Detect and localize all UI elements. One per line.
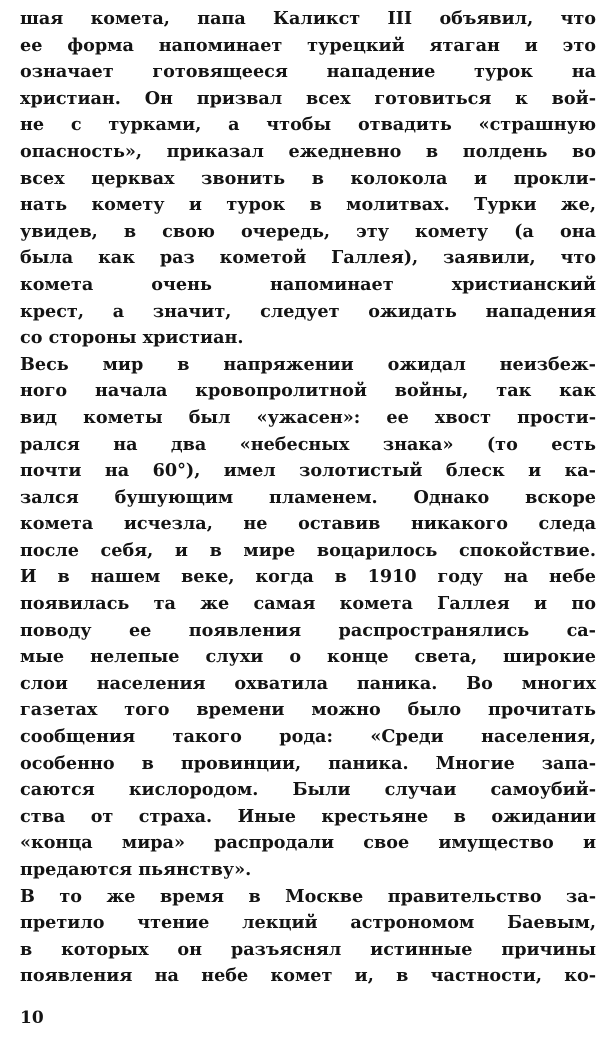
text-line: увидев, в свою очередь, эту комету (а она bbox=[20, 220, 596, 242]
text-line: шая комета, папа Каликст III объявил, что bbox=[20, 8, 596, 29]
text-line: предаются пьянству». bbox=[20, 859, 252, 880]
text-line: христиан. Он призвал всех готовиться к вой- bbox=[20, 87, 596, 109]
text-line: крест, а значит, следует ожидать нападения bbox=[20, 300, 596, 322]
text-line: саются кислородом. Были случаи самоубий- bbox=[20, 779, 596, 801]
text-line: была как раз кометой Галлея), заявили, что bbox=[20, 247, 596, 269]
text-line: после себя, и в мире воцарилось спокойствие. bbox=[20, 539, 596, 561]
text-line: комета очень напоминает христианский bbox=[20, 273, 596, 295]
text-line: появления на небе комет и, в частности, ко- bbox=[20, 965, 596, 987]
text-line: почти на 60°), имел золотистый блеск и ка- bbox=[20, 460, 596, 482]
text-line: сообщения такого рода: «Среди населения, bbox=[20, 726, 596, 748]
text-line: не с турками, а чтобы отвадить «страшную bbox=[20, 114, 596, 136]
text-line: рался на два «небесных знака» (то есть bbox=[20, 433, 596, 455]
text-line: зался бушующим пламенем. Однако вскоре bbox=[20, 486, 596, 508]
text-line: претило чтение лекций астрономом Баевым, bbox=[20, 912, 596, 934]
text-line: особенно в провинции, паника. Многие запа- bbox=[20, 752, 596, 774]
text-line: поводу ее появления распространялись са- bbox=[20, 619, 596, 641]
text-line: ства от страха. Иные крестьяне в ожидании bbox=[20, 805, 596, 827]
text-line: ного начала кровопролитной войны, так как bbox=[20, 380, 596, 402]
text-line: ее форма напоминает турецкий ятаган и это bbox=[20, 34, 596, 56]
body-text bbox=[20, 6, 596, 990]
text-line: означает готовящееся нападение турок на bbox=[20, 61, 596, 83]
text-line: комета исчезла, не оставив никакого следа bbox=[20, 513, 596, 535]
text-line: появилась та же самая комета Галлея и по bbox=[20, 593, 596, 615]
text-line: слои населения охватила паника. Во многих bbox=[20, 672, 596, 694]
text-line: в которых он разъяснял истинные причины bbox=[20, 938, 596, 960]
text-line: вид кометы был «ужасен»: ее хвост прости- bbox=[20, 406, 596, 428]
page-number: 10 bbox=[20, 1008, 44, 1028]
text-line: В то же время в Москве правительство за- bbox=[20, 885, 596, 907]
text-line: Весь мир в напряжении ожидал неизбеж- bbox=[20, 353, 596, 375]
text-line: газетах того времени можно было прочитать bbox=[20, 699, 596, 721]
text-line: мые нелепые слухи о конце света, широкие bbox=[20, 646, 596, 668]
text-line: «конца мира» распродали свое имущество и bbox=[20, 832, 596, 854]
text-line: со стороны христиан. bbox=[20, 327, 244, 349]
text-line: нать комету и турок в молитвах. Турки же, bbox=[20, 194, 596, 216]
text-line: всех церквах звонить в колокола и прокли- bbox=[20, 167, 596, 189]
text-line: И в нашем веке, когда в 1910 году на небе bbox=[20, 566, 596, 588]
text-line: опасность», приказал ежедневно в полдень во bbox=[20, 140, 596, 162]
